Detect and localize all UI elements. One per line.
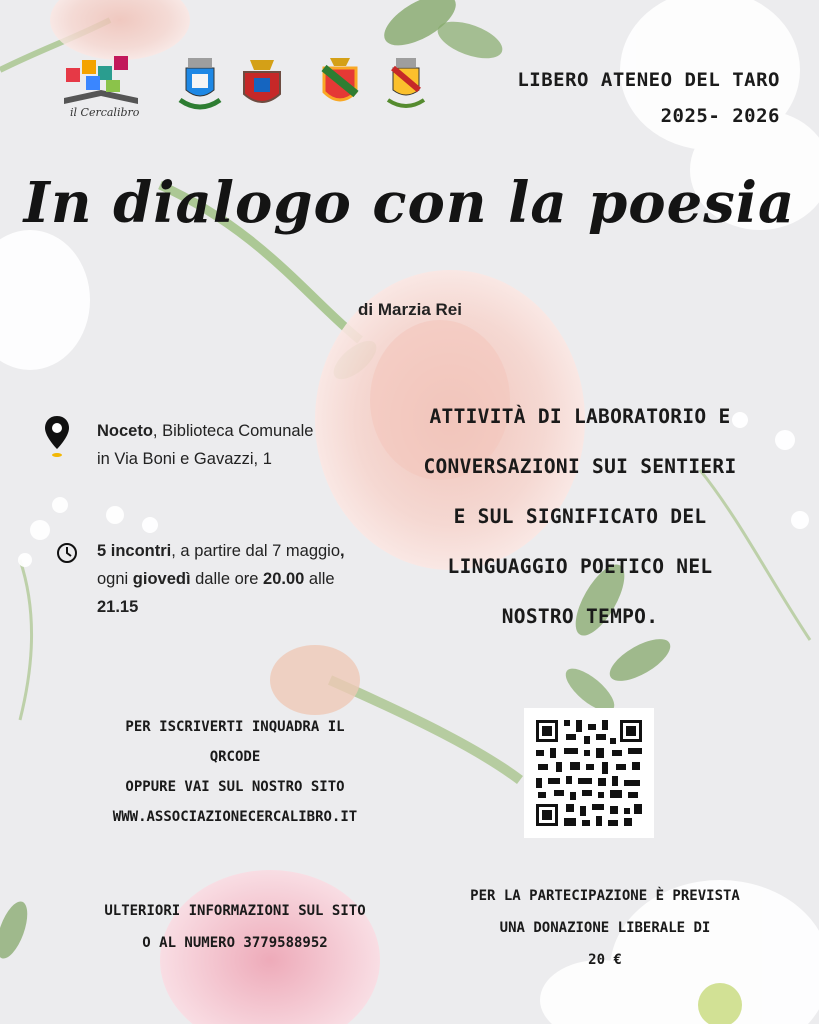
- cercalibro-wordmark: il Cercalibro: [70, 106, 140, 119]
- ateneo-name: LIBERO ATENEO DEL TARO: [517, 69, 780, 91]
- donation-line: UNA DONAZIONE LIBERALE DI: [499, 920, 711, 936]
- website-link[interactable]: WWW.ASSOCIAZIONECERCALIBRO.IT: [112, 809, 358, 825]
- location-address: , Biblioteca Comunale in Via Boni e Gavazzi, 1: [97, 422, 314, 468]
- location-pin-icon: [44, 415, 70, 459]
- activity-line: E SUL SIGNIFICATO DEL: [453, 505, 707, 528]
- phone-number: O AL NUMERO 3779588952: [142, 935, 328, 951]
- schedule-text: dalle ore: [190, 570, 264, 588]
- register-line: QRCODE: [209, 749, 261, 765]
- donation-info: [420, 880, 790, 976]
- info-line: ULTERIORI INFORMAZIONI SUL SITO: [104, 903, 366, 919]
- donation-amount: 20 €: [588, 952, 622, 968]
- activity-description: [370, 392, 790, 642]
- activity-line: LINGUAGGIO POETICO NEL: [447, 555, 713, 578]
- event-location: [97, 417, 327, 473]
- author: di Marzia Rei: [358, 300, 462, 319]
- meeting-count: 5 incontri: [97, 542, 172, 560]
- ateneo-heading: [440, 62, 780, 134]
- register-line: PER ISCRIVERTI INQUADRA IL: [125, 719, 345, 735]
- clock-icon: [56, 542, 78, 564]
- municipal-crest-1: [174, 54, 226, 116]
- academic-year: 2025- 2026: [660, 105, 780, 127]
- registration-info: [70, 712, 400, 832]
- register-line: OPPURE VAI SUL NOSTRO SITO: [125, 779, 345, 795]
- logos-bar: [56, 46, 436, 136]
- more-info: [70, 895, 400, 959]
- meeting-day: giovedì: [132, 570, 191, 588]
- registration-qr-code[interactable]: [524, 708, 654, 838]
- activity-line: ATTIVITÀ DI LABORATORIO E: [429, 405, 731, 428]
- schedule-text: , a partire dal 7 maggio: [171, 542, 341, 560]
- schedule-text: ogni: [97, 570, 133, 588]
- municipal-crest-4: [380, 54, 432, 116]
- schedule-comma: ,: [340, 542, 345, 560]
- location-town: Noceto: [97, 422, 153, 440]
- cercalibro-logo: [56, 46, 146, 132]
- schedule-text: alle: [304, 570, 335, 588]
- page-title: In dialogo con la poesia: [23, 170, 796, 236]
- event-schedule: [97, 537, 357, 621]
- start-time: 20.00: [263, 570, 305, 588]
- donation-line: PER LA PARTECIPAZIONE È PREVISTA: [470, 888, 740, 904]
- municipal-crest-3: [314, 54, 366, 116]
- municipal-crest-2: [236, 54, 288, 116]
- activity-line: NOSTRO TEMPO.: [501, 605, 659, 628]
- end-time: 21.15: [97, 598, 139, 616]
- activity-line: CONVERSAZIONI SUI SENTIERI: [423, 455, 737, 478]
